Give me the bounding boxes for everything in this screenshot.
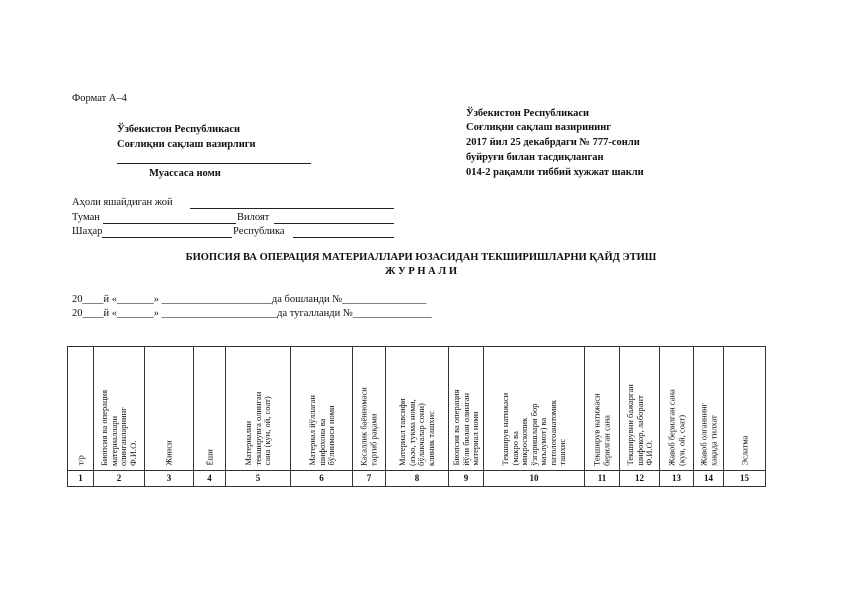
- table-header-line: (кун, ой, соат): [675, 414, 686, 466]
- table-header-line: (аъзо, тукма номи,: [406, 398, 417, 466]
- column-number-cell: 2: [94, 470, 145, 486]
- column-number-cell: 9: [449, 470, 484, 486]
- table-header-cell: [68, 347, 94, 471]
- end-date-line: 20____й «_______» ______________________да тугалланди №_______________: [72, 308, 432, 319]
- right-header-line4: буйруғи билан тасдиқланган: [466, 152, 604, 163]
- column-number-cell: 4: [194, 470, 226, 486]
- start-date-line: 20____й «_______» _____________________да бошланди №________________: [72, 294, 427, 305]
- table-header-cell: [694, 347, 724, 471]
- table-header-cell: [660, 347, 694, 471]
- republic-label: Республика: [233, 226, 285, 237]
- table-header-text: [398, 398, 436, 466]
- table-header-text: [307, 395, 336, 465]
- table-header-line: материаллари: [108, 415, 119, 466]
- table-number-row: [68, 470, 766, 486]
- table-header-line: Материални: [242, 421, 253, 466]
- column-number-cell: 14: [694, 470, 724, 486]
- column-number-cell: 3: [145, 470, 194, 486]
- table-header-line: клиник ташхис: [425, 410, 436, 466]
- table-header-line: Материал йўллаган: [306, 395, 317, 466]
- table-header-line: ўзгаришлари бор: [528, 403, 539, 466]
- table-header-line: бўлакчалар сони): [416, 402, 426, 466]
- table-header-cell: [291, 347, 353, 471]
- republic-line: [293, 237, 394, 238]
- table-header-line: олинганларнинг: [118, 406, 128, 466]
- journal-title-line1: БИОПСИЯ ВА ОПЕРАЦИЯ МАТЕРИАЛЛАРИ ЮЗАСИДАН ТЕКШИРИШЛАРНИ ҚАЙД ЭТИШ: [185, 252, 657, 263]
- district-line: [103, 223, 236, 224]
- residence-line: [190, 208, 394, 209]
- journal-table: [67, 346, 766, 487]
- table-header-line: Ф.И.О.: [643, 440, 654, 466]
- column-number-cell: 5: [226, 470, 291, 486]
- table-header-line: Текширув натижаси: [591, 392, 602, 466]
- table-header-text: [205, 449, 215, 465]
- district-label: Туман: [72, 212, 100, 223]
- column-number-cell: 11: [585, 470, 620, 486]
- left-header-line2: Соғлиқни сақлаш вазирлиги: [117, 139, 256, 150]
- table-header-line: микроскопик: [518, 417, 529, 466]
- table-header-cell: [484, 347, 585, 471]
- table-header-text: [360, 387, 379, 466]
- table-header-text: [740, 436, 750, 466]
- table-header-cell: [724, 347, 766, 471]
- table-header-cell: [94, 347, 145, 471]
- table-header-line: шифокор, лаборант: [633, 395, 644, 466]
- left-header-line1: Ўзбекистон Республикаси: [117, 124, 241, 135]
- table-header-line: Материал тавсифи: [397, 398, 407, 466]
- table-header-cell: [226, 347, 291, 471]
- table-header-line: берилган сана: [601, 414, 611, 466]
- table-header-text: [699, 402, 718, 465]
- column-number-cell: 13: [660, 470, 694, 486]
- table-header-line: Жавоб берилган сана: [666, 388, 676, 466]
- table-header-line: текширувга олинган: [252, 391, 263, 466]
- table-header-line: Касаллик баённомаси: [358, 386, 369, 466]
- residence-label: Аҳоли яшайдиган жой: [72, 197, 173, 208]
- right-header-line2: Соғлиқни сақлаш вазирининг: [466, 122, 612, 133]
- table-header-cell: [353, 347, 386, 471]
- table-header-line: материал номи: [469, 411, 480, 466]
- column-number-cell: 8: [386, 470, 449, 486]
- table-header-line: патологоанатомик: [547, 400, 558, 466]
- region-line: [274, 223, 394, 224]
- column-number-cell: 1: [68, 470, 94, 486]
- table-header-line: (макро ва: [509, 431, 520, 466]
- table-header-line: Биопсия ва операция: [99, 389, 109, 466]
- table-header-line: хақида тилхат: [707, 414, 718, 466]
- table-header-line: Ф.И.О.: [127, 440, 138, 466]
- table-header-text: [244, 392, 273, 466]
- table-header-row: [68, 347, 766, 471]
- table-header-line: Текширув натижаси: [499, 392, 510, 466]
- table-header-cell: [449, 347, 484, 471]
- table-header-line: маълумот) ва: [537, 417, 548, 466]
- column-number-cell: 10: [484, 470, 585, 486]
- table-header-text: [625, 384, 654, 465]
- table-header-line: Жинси: [163, 440, 174, 466]
- table-header-cell: [386, 347, 449, 471]
- column-number-cell: 6: [291, 470, 353, 486]
- region-label: Вилоят: [237, 212, 270, 223]
- table-header-line: т/р: [74, 455, 85, 466]
- journal-title-line2: Ж У Р Н А Л И: [385, 266, 457, 277]
- table-header-cell: [194, 347, 226, 471]
- city-line: [102, 237, 232, 238]
- column-number-cell: 7: [353, 470, 386, 486]
- table-header-line: Биопсия ва операция: [450, 389, 461, 466]
- city-label: Шаҳар: [72, 226, 103, 237]
- table-header-line: тартиб рақами: [368, 413, 378, 466]
- institution-name-line: [117, 163, 311, 164]
- right-header-line5: 014-2 рақамли тиббий хужжат шакли: [466, 167, 644, 178]
- right-header-line1: Ўзбекистон Республикаси: [466, 108, 590, 119]
- table-header-text: [76, 455, 86, 465]
- table-header-text: [452, 390, 481, 466]
- table-header-line: шифохона ва: [315, 418, 326, 466]
- table-header-line: Ёши: [203, 449, 214, 466]
- table-header-line: Текширувни бажарган: [624, 384, 635, 466]
- table-header-text: [501, 393, 568, 466]
- institution-label: Муассаса номи: [149, 168, 221, 179]
- table-header-line: йўли билан олинган: [460, 393, 471, 466]
- format-label: Формат А–4: [72, 93, 127, 104]
- table-header-line: Эслатма: [738, 435, 749, 466]
- table-header-cell: [145, 347, 194, 471]
- column-number-cell: 15: [724, 470, 766, 486]
- table-header-line: бўлинмаси номи: [325, 405, 336, 466]
- column-number-cell: 12: [620, 470, 660, 486]
- table-header-line: Жавоб олганнинг: [698, 402, 708, 466]
- table-header-text: [100, 390, 138, 466]
- table-header-cell: [620, 347, 660, 471]
- table-header-text: [593, 393, 612, 466]
- table-header-line: ташхис: [556, 438, 567, 466]
- table-header-text: [164, 441, 174, 466]
- table-header-text: [667, 389, 686, 466]
- table-header-line: сана (кун, ой, соат): [261, 396, 272, 466]
- table-header-cell: [585, 347, 620, 471]
- right-header-line3: 2017 йил 25 декабрдаги № 777-сонли: [466, 137, 640, 148]
